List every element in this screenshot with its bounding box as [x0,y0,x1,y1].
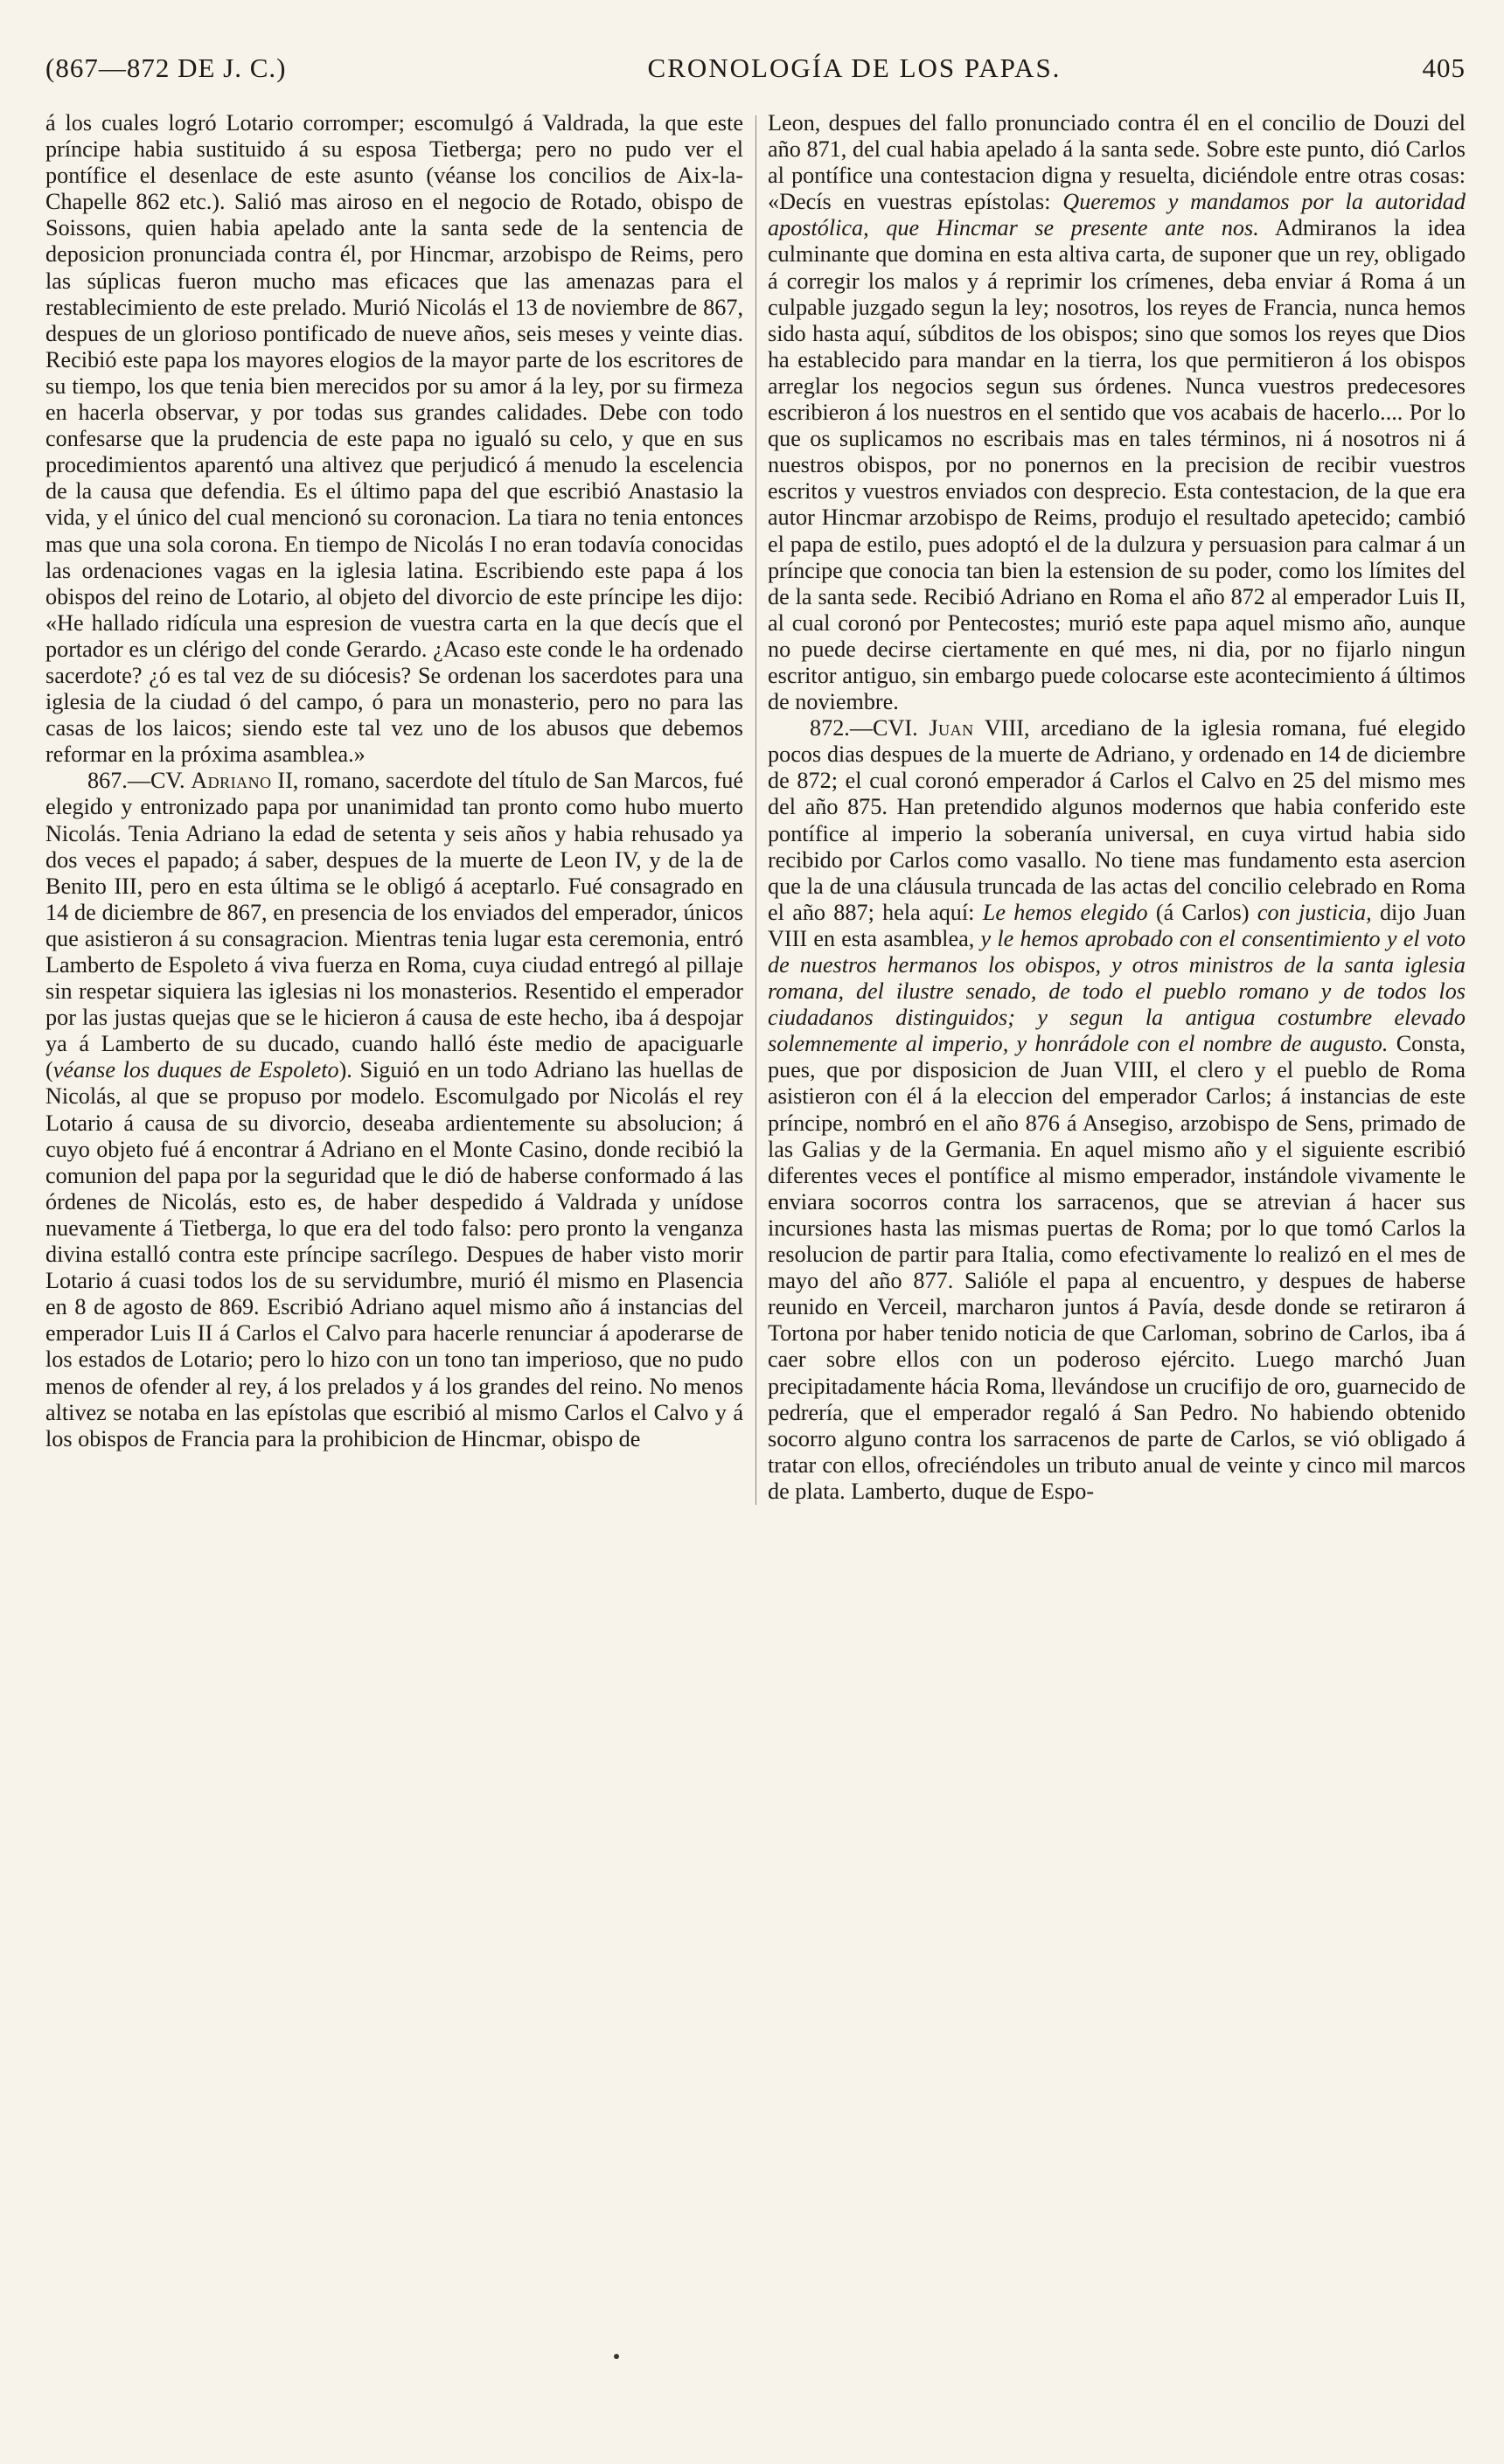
text-run: Consta, pues, que por disposicion de Juan VIII, el clero y el pueblo de Roma asistieron con él á la eleccion del emperador Carlos; á instancias de este príncipe, nombró en el año 876 á Ansegiso, arzobispo de Sens, primado de las Galias y de la Germania. En aquel mismo año y el siguiente escribió diferentes veces el pontífice al mismo emperador, instándole vivamente le enviara socorros contra los sarracenos, que se atrevian á hacer sus incursiones hasta las mismas puertas de Roma; por lo que tomó Carlos la resolucion de partir para Italia, como efectivamente lo realizó en el mes de mayo del año 877. Salióle el papa al encuentro, y despues de haberse reunido en Verceil, marcharon juntos á Pavía, desde donde se retiraron á Tortona por haber tenido noticia de que Carloman, sobrino de Carlos, iba á caer sobre ellos con un poderoso ejército. Luego marchó Juan precipitadamente hácia Roma, llevándose un crucifijo de oro, guarnecido de pedrería, que el emperador regaló á San Pedro. No habiendo obtenido socorro alguno contra los sarracenos de parte de Carlos, se vió obligado á tratar con ellos, ofreciéndoles un tributo anual de veinte y cinco mil marcos de plata. Lamberto, duque de Espo- [768,1031,1466,1504]
text-run: dijo Juan VIII en esta asamblea, [768,899,1466,951]
text-run: Admiranos la idea culminante que domina en esta altiva carta, de suponer que un rey, obligado á corregir los malos y á reprimir los crímenes, deba enviar á Roma á un culpable juzgado segun la ley; nosotros, los reyes de Francia, nunca hemos sido hasta aquí, súbditos de los obispos; sino que somos los reyes que Dios ha establecido para mandar en la tierra, los que permitieron á los obispos arreglar los negocios segun sus órdenes. Nunca vuestros predecesores escribieron á los nuestros en el sentido que vos acabais de hacerlo.... Por lo que os suplicamos no escribais mas en tales términos, ni á nosotros ni á nuestros obispos, por no ponernos en la precision de recibir vuestros escritos y vuestros enviados con desprecio. Esta contestacion, de la que era autor Hincmar arzobispo de Reims, produjo el resultado apetecido; cambió el papa de estilo, pues adoptó el de la dulzura y persuasion para calmar á un príncipe que conocia tan bien la estension de su poder, como los límites del de la santa sede. Recibió Adriano en Roma el año 872 al emperador Luis II, al cual coronó por Pentecostes; murió este papa aquel mismo año, aunque no puede decirse ciertamente en qué mes, ni dia, por no fijarlo ningun escritor antiguo, sin embargo puede colocarse este acontecimiento á últimos de noviembre. [768,215,1466,715]
pope-name: Juan [929,715,974,741]
paragraph-adriano-ii [45,768,743,1451]
text-run: (á Carlos) [1147,899,1257,925]
text-columns [45,110,1466,1505]
entry-number: 867.—CV. [87,768,191,794]
pope-name: Adriano [191,768,272,794]
italic-quote: con justicia, [1257,899,1372,925]
header-title: CRONOLOGÍA DE LOS PAPAS. [647,52,1062,83]
paragraph-nicolas-end: á los cuales logró Lotario corromper; escomulgó á Valdrada, la que este príncipe habia sustituido á su esposa Tietberga; pero no pudo ver el pontífice el desenlace de este asunto (véanse los concilios de Aix-la-Chapelle 862 etc.). Salió mas airoso en el negocio de Rotado, obispo de Soissons, quien habia apelado ante la santa sede de la sentencia de deposicion pronunciada contra él, por Hincmar, arzobispo de Reims, pero las súplicas fueron mucho mas eficaces que las amenazas para el restablecimiento de este prelado. Murió Nicolás el 13 de noviembre de 867, despues de un glorioso pontificado de nueve años, seis meses y veinte dias. Recibió este papa los mayores elogios de la mayor parte de los escritores de su tiempo, los que tenia bien merecidos por su amor á la ley, por su firmeza en hacerla observar, y por todas sus grandes calidades. Debe con todo confesarse que la prudencia de este papa no igualó su celo, y que en sus procedimientos aparentó una altivez que perjudicó á menudo la escelencia de la causa que defendia. Es el último papa del que escribió Anastasio la vida, y el único del cual mencionó su coronacion. La tiara no tenia entonces mas que una sola corona. En tiempo de Nicolás I no eran todavía conocidas las ordenaciones vagas en la iglesia latina. Escribiendo este papa á los obispos del reino de Lotario, al objeto del divorcio de este príncipe les dijo: «He hallado ridícula una espresion de vuestra carta en la que decís que el portador es un clérigo del conde Gerardo. ¿Acaso este conde le ha ordenado sacerdote? ¿ó es tal vez de su diócesis? Se ordenan los sacerdotes para una iglesia de la ciudad ó del campo, ó para un monasterio, pero no para las casas de los laicos; siendo este tal vez uno de los abusos que debemos reformar en la próxima asamblea.» [45,110,743,768]
entry-number: 872.—CVI. [810,715,930,741]
right-column [768,110,1466,1505]
left-column [45,110,743,1505]
text-run: Leon, despues del fallo pronunciado contra él en el concilio de Douzi del año 871, del cual habia apelado á la santa sede. Sobre este punto, dió Carlos al pontífice una contestacion digna y resuelta, diciéndole entre otras cosas: «Decís en vuestras epístolas: [768,110,1466,215]
italic-reference: véanse los duques de Espoleto [52,1057,339,1083]
paragraph-hincmar-letter [768,110,1466,715]
italic-quote: y le hemos aprobado con el consentimiento y el voto de nuestros hermanos los obispos, y otros ministros de la santa iglesia romana, del ilustre senado, de todo el pueblo romano y de todos los ciudadanos distinguidos; y segun la antigua costumbre elevado solemnemente al imperio, y honrádole con el nombre de augusto. [768,925,1466,1057]
italic-quote: Queremos y mandamos por la autoridad apostólica, que Hincmar se presente ante nos. [768,189,1466,241]
text-run: II, romano, sacerdote del título de San Marcos, fué elegido y entronizado papa por unanimidad tan pronto como hubo muerto Nicolás. Tenia Adriano la edad de setenta y seis años y habia rehusado ya dos veces el papado; á saber, despues de la muerte de Leon IV, y de la de Benito III, pero en esta última se le obligó á aceptarlo. Fué consagrado en 14 de diciembre de 867, en presencia de los enviados del emperador, únicos que asistieron á su consagracion. Mientras tenia lugar esta ceremonia, entró Lamberto de Espoleto á viva fuerza en Roma, cuya ciudad entregó al pillaje sin respetar siquiera las iglesias ni los monasterios. Resentido el emperador por las justas quejas que se le hicieron á causa de este hecho, iba á despojar ya á Lamberto de su ducado, cuando halló éste medio de apaciguarle ( [45,768,743,1083]
italic-quote: Le hemos elegido [982,899,1148,925]
printer-mark [614,2354,619,2359]
paragraph-juan-viii [768,715,1466,1505]
column-divider [755,115,756,1505]
page-number: 405 [1422,52,1466,83]
running-head [45,52,1466,98]
text-run: ). Siguió en un todo Adriano las huellas de Nicolás, al que se propuso por modelo. Escomulgado por Nicolás el rey Lotario á causa de su divorcio, deseaba ardientemente su absolucion; á cuyo objeto fué á encontrar á Adriano en el Monte Casino, donde recibió la comunion del papa por la seguridad que le dió de haberse conformado á las órdenes de Nicolás, esto es, de haber despedido á Valdrada y unídose nuevamente á Tietberga, lo que era del todo falso: pero pronto la venganza divina estalló contra este príncipe sacrílego. Despues de haber visto morir Lotario á cuasi todos los de su servidumbre, murió él mismo en Plasencia en 8 de agosto de 869. Escribió Adriano aquel mismo año á instancias del emperador Luis II á Carlos el Calvo para hacerle renunciar á apoderarse de los estados de Lotario; pero lo hizo con un tono tan imperioso, que no pudo menos de ofender al rey, á los prelados y á los grandes del reino. No menos altivez se notaba en las epístolas que escribió al mismo Carlos el Calvo y á los obispos de Francia para la prohibicion de Hincmar, obispo de [45,1057,744,1451]
header-date-range: (867—872 DE J. C.) [45,52,287,83]
text-run: VIII, arcediano de la iglesia romana, fué elegido pocos dias despues de la muerte de Adriano, y ordenado en 14 de diciembre de 872; el cual coronó emperador á Carlos el Calvo en 25 del mismo mes del año 875. Han pretendido algunos modernos que habia conferido este pontífice al imperio la soberanía universal, en cuya virtud habia sido recibido por Carlos como vasallo. No tiene mas fundamento esta asercion que la de una cláusula truncada de las actas del concilio celebrado en Roma el año 887; hela aquí: [768,715,1466,925]
